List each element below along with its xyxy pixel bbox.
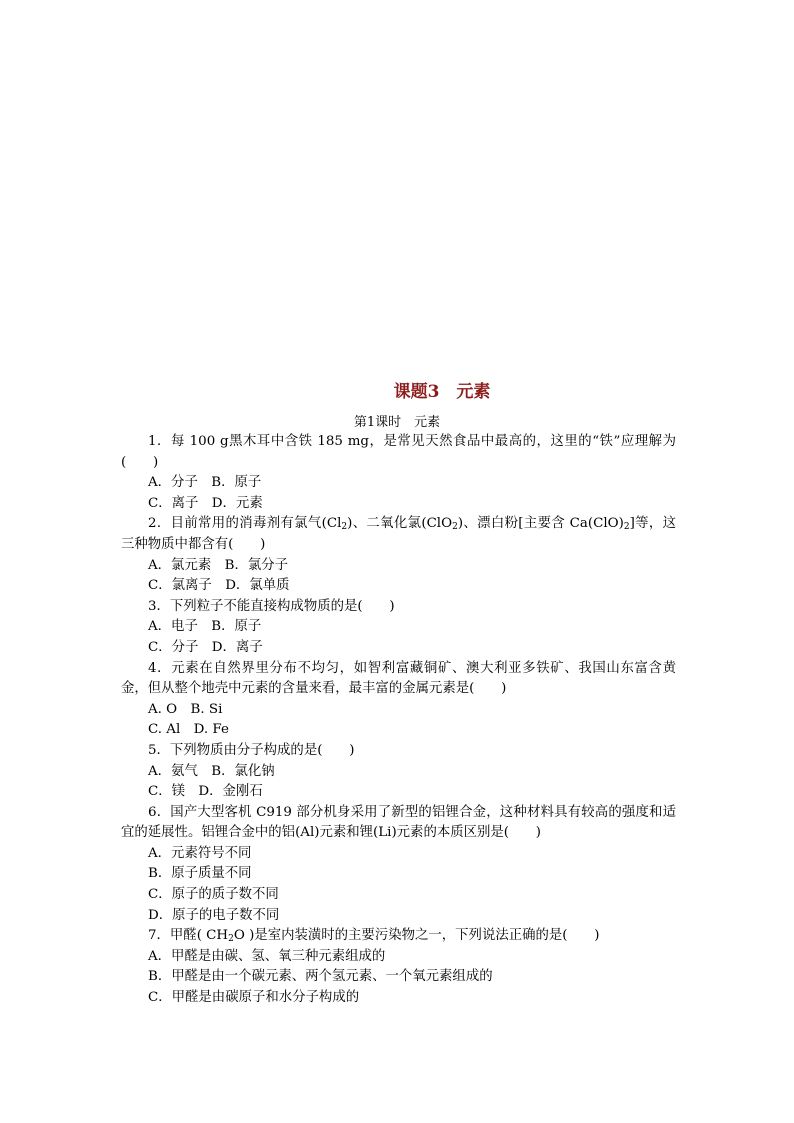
question-6-option-b: B．原子质量不同 <box>148 866 252 882</box>
question-6-option-c: C．原子的质子数不同 <box>148 887 279 903</box>
question-list <box>121 432 676 1009</box>
question-4-options-cd: C. Al D. Fe <box>148 722 229 738</box>
page-title: 课题3 元素 <box>393 382 491 402</box>
question-5-options-cd: C．镁 D．金刚石 <box>148 784 263 800</box>
question-5-options-ab: A．氨气 B．氯化钠 <box>148 763 275 779</box>
question-6-option-d: D．原子的电子数不同 <box>148 907 280 923</box>
question-1-options-ab: A．分子 B．原子 <box>148 475 262 491</box>
question-3-options-cd: C．分子 D．离子 <box>148 639 263 655</box>
question-7-option-b: B．甲醛是由一个碳元素、两个氢元素、一个氧元素组成的 <box>148 969 493 985</box>
question-5: 5．下列物质由分子构成的是( ) <box>148 742 355 758</box>
question-2: 2．目前常用的消毒剂有氯气$(Cl_2)$、二氧化氯(ClO$_2$)、漂白粉[主要含 $Ca(ClO)_2$]等，这三种物质中都含有( ) <box>121 516 676 552</box>
question-6-option-a: A．元素符号不同 <box>148 845 252 861</box>
question-2-options-cd: C．氯离子 D．氯单质 <box>148 578 290 594</box>
question-7-option-a: A．甲醛是由碳、氢、氧三种元素组成的 <box>148 948 386 964</box>
question-4-options-ab: A. O B. Si <box>148 701 223 717</box>
question-4: 4．元素在自然界里分布不均匀，如智利富藏铜矿、澳大利亚多铁矿、我国山东富含黄金，但从整个地壳中元素的含量来看，最丰富的金属元素是( ) <box>121 660 676 697</box>
question-2-options-ab: A．氯元素 B．氯分子 <box>148 557 289 573</box>
question-6: 6．国产大型客机 C919 部分机身采用了新型的铝锂合金，这种材料具有较高的强度和适宜的延展性。铝锂合金中的铝(Al)元素和锂(Li)元素的本质区别是( ) <box>121 804 676 841</box>
question-1: 1．每 100 g黑木耳中含铁 185 mg，是常见天然食品中最高的，这里的“铁”应理解为( ) <box>121 434 676 470</box>
question-3: 3．下列粒子不能直接构成物质的是( ) <box>148 598 395 614</box>
question-3-options-ab: A．电子 B．原子 <box>148 619 262 635</box>
question-1-options-cd: C．离子 D．元素 <box>148 495 263 511</box>
lesson-subtitle: 第1课时 元素 <box>353 415 441 430</box>
question-7: 7．甲醛( $CH_2O$ )是室内装潢时的主要污染物之一，下列说法正确的是( ) <box>148 928 600 945</box>
question-7-option-c: C．甲醛是由碳原子和水分子构成的 <box>148 990 360 1006</box>
